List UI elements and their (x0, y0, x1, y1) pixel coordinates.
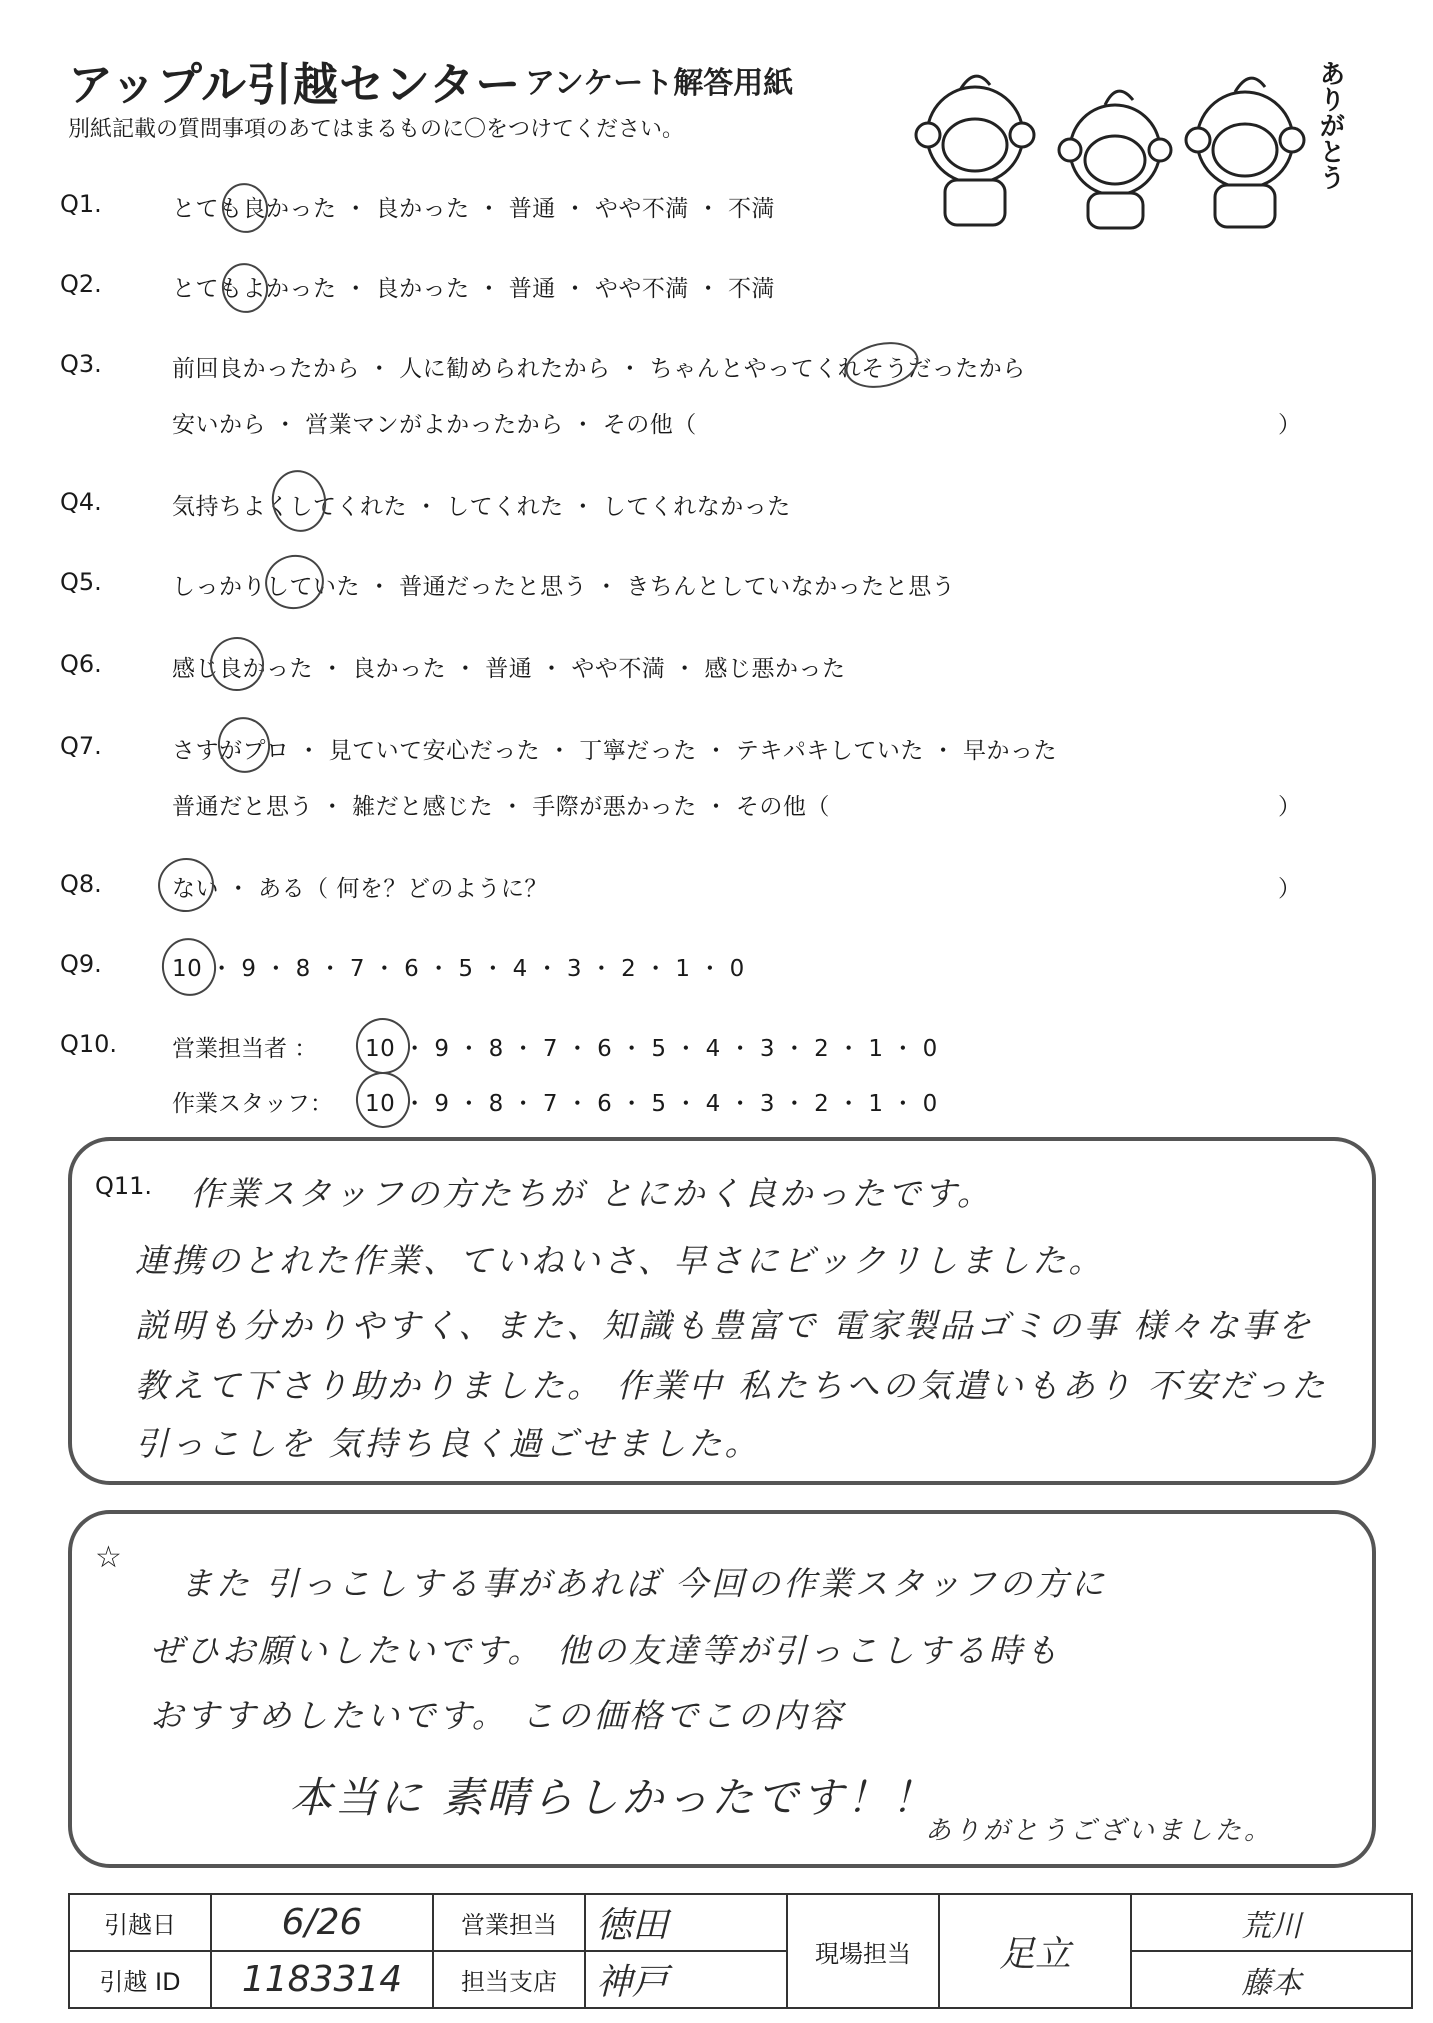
move-date-value: 6/26 (211, 1894, 433, 1951)
q6-number: Q6. (60, 650, 102, 678)
form-title: アンケート解答用紙 (525, 66, 794, 101)
q3-options-line2: 安いから ・ 営業マンがよかったから ・ その他（ (172, 412, 697, 438)
q8-number: Q8. (60, 870, 102, 898)
branch-label: 担当支店 (433, 1951, 585, 2008)
q7-close-paren: ） (1278, 794, 1301, 820)
q11-comment-line-1: 作業スタッフの方たちが とにかく良かったです。 (190, 1174, 993, 1213)
q7-answer-circle (213, 712, 276, 778)
site-rep-label: 現場担当 (787, 1894, 939, 2008)
q8-answer-circle (153, 853, 219, 917)
move-date-label: 引越日 (69, 1894, 211, 1951)
instruction-text: 別紙記載の質問事項のあてはまるものに〇をつけてください。 (68, 117, 685, 142)
monkey-mascots-illustration (900, 50, 1330, 230)
q10-staff-label: 作業スタッフ： (172, 1091, 333, 1117)
branch-value: 神戸 (585, 1951, 787, 2008)
q9-scale: 10 ・ 9 ・ 8 ・ 7 ・ 6 ・ 5 ・ 4 ・ 3 ・ 2 ・ 1 ・ 0 (172, 956, 745, 982)
q10-sales-scale: 10 ・ 9 ・ 8 ・ 7 ・ 6 ・ 5 ・ 4 ・ 3 ・ 2 ・ 1 ・ 0 (365, 1036, 938, 1062)
q7-options-line2: 普通だと思う ・ 雑だと感じた ・ 手際が悪かった ・ その他（ (172, 794, 830, 820)
q4-number: Q4. (60, 488, 102, 516)
q8-options: ない ・ ある（ 何を？どのように？ (172, 876, 548, 902)
sales-rep-label: 営業担当 (433, 1894, 585, 1951)
monkey-mascot-right (1186, 78, 1304, 227)
q3-answer-circle (841, 336, 923, 394)
site-rep-value-3: 藤本 (1131, 1951, 1412, 2008)
q6-answer-circle (205, 632, 269, 696)
q11-comment-line-4: 教えて下さり助かりました。 作業中 私たちへの気遣いもあり 不安だった (135, 1366, 1328, 1405)
site-rep-value-2: 荒川 (1131, 1894, 1412, 1951)
q7-number: Q7. (60, 732, 102, 760)
q3-number: Q3. (60, 350, 102, 378)
star-comment-line-4: 本当に 素晴らしかったです！！ (290, 1773, 937, 1822)
q2-answer-circle (217, 259, 272, 317)
q3-options-line1: 前回良かったから ・ 人に勧められたから ・ ちゃんとやってくれそうだったから (172, 356, 1026, 382)
move-id-value: 1183314 (211, 1951, 433, 2008)
q9-number: Q9. (60, 950, 102, 978)
monkey-mascot-left (916, 76, 1034, 225)
company-brand: アップル引越センター (68, 58, 522, 111)
q3-close-paren: ） (1278, 412, 1301, 438)
q5-options: しっかりしていた ・ 普通だったと思う ・ きちんとしていなかったと思う (172, 574, 956, 600)
q5-number: Q5. (60, 568, 102, 596)
q11-comment-line-2: 連携のとれた作業、ていねいさ、早さにビックリしました。 (135, 1241, 1105, 1280)
q1-options: とても良かった ・ 良かった ・ 普通 ・ やや不満 ・ 不満 (172, 196, 775, 222)
q10-number: Q10. (60, 1030, 118, 1058)
move-id-label: 引越 ID (69, 1951, 211, 2008)
q9-answer-circle (157, 933, 222, 1001)
star-comment-line-3: おすすめしたいです。 この価格でこの内容 (150, 1696, 846, 1735)
q4-options: 気持ちよくしてくれた ・ してくれた ・ してくれなかった (172, 494, 791, 520)
q1-number: Q1. (60, 190, 102, 218)
q11-comment-line-5: 引っこしを 気持ち良く過ごせました。 (135, 1424, 761, 1463)
q1-answer-circle (217, 179, 272, 237)
q2-number: Q2. (60, 270, 102, 298)
star-comment-line-2: ぜひお願いしたいです。 他の友達等が引っこしする時も (150, 1631, 1061, 1670)
site-rep-value-1: 足立 (939, 1894, 1131, 2008)
q11-label: Q11. (95, 1172, 153, 1200)
footer-info-table (68, 1893, 1413, 2009)
q2-options: とてもよかった ・ 良かった ・ 普通 ・ やや不満 ・ 不満 (172, 276, 775, 302)
star-comment-line-1: また 引っこしする事があれば 今回の作業スタッフの方に (180, 1564, 1107, 1603)
q10-sales-answer-circle (351, 1013, 415, 1079)
monkey-mascot-center (1059, 91, 1171, 228)
q11-comment-line-3: 説明も分かりやすく、また、知識も豊富で 電家製品ゴミの事 様々な事を (135, 1306, 1314, 1345)
q10-staff-scale: 10 ・ 9 ・ 8 ・ 7 ・ 6 ・ 5 ・ 4 ・ 3 ・ 2 ・ 1 ・ 0 (365, 1091, 938, 1117)
q5-answer-circle (260, 549, 329, 614)
q8-close-paren: ） (1278, 876, 1301, 902)
q10-staff-answer-circle (351, 1067, 415, 1133)
star-label: ☆ (95, 1540, 122, 1575)
star-comment-signoff: ありがとうございました。 (925, 1816, 1274, 1846)
thanks-caption: ありがとう (1315, 60, 1345, 190)
sales-rep-value: 徳田 (585, 1894, 787, 1951)
q4-answer-circle (266, 465, 332, 537)
q6-options: 感じ良かった ・ 良かった ・ 普通 ・ やや不満 ・ 感じ悪かった (172, 656, 846, 682)
q10-sales-label: 営業担当者 ： (172, 1036, 318, 1062)
q7-options-line1: さすがプロ ・ 見ていて安心だった ・ 丁寧だった ・ テキパキしていた ・ 早かった (172, 738, 1057, 764)
